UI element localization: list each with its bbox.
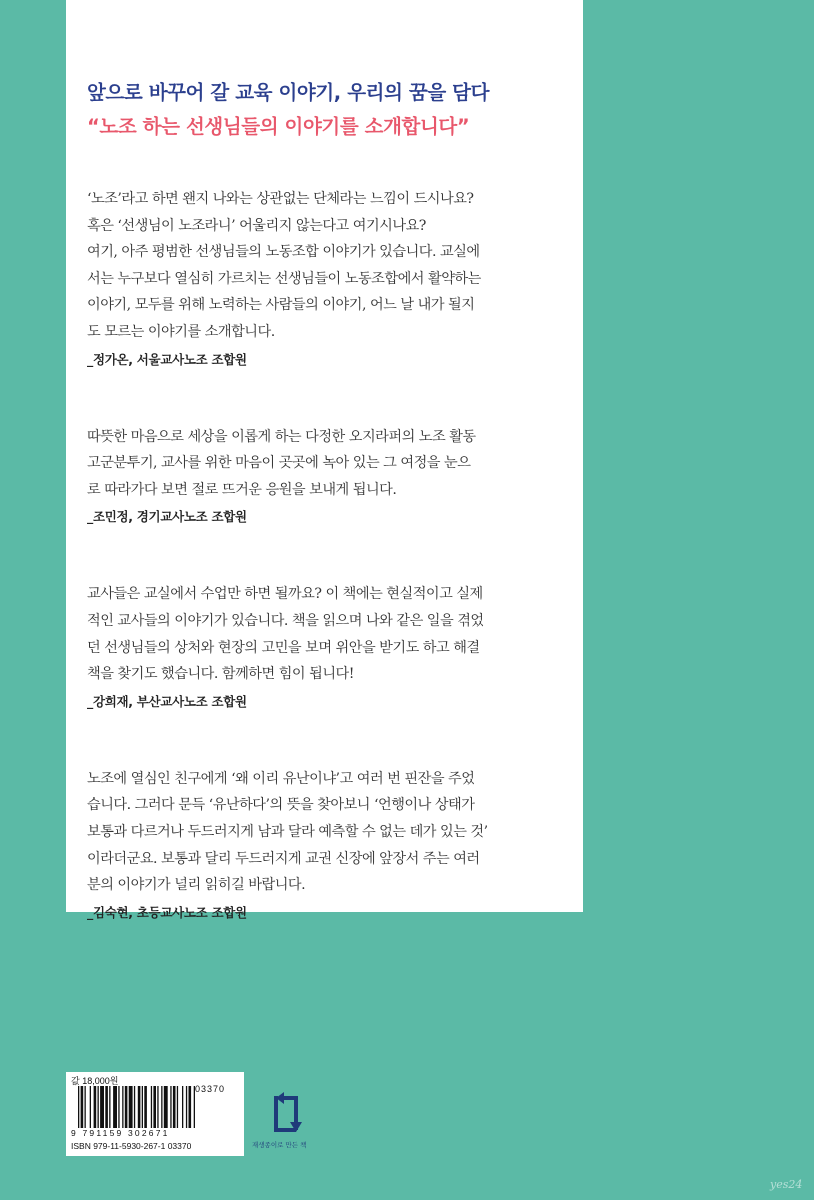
endorsement-3 [87,581,573,715]
yes24-watermark: yes24 [770,1178,803,1191]
endorsement-line: 이라더군요. 보통과 달리 두드러지게 교권 신장에 앞장서 주는 여러 [87,850,480,867]
headline [87,76,577,144]
endorsement-line: 교사들은 교실에서 수업만 하면 될까요? 이 책에는 현실적이고 실제 [87,586,483,603]
barcode-addon-code: 03370 [195,1084,226,1094]
endorsement-author: _강희재, 부산교사노조 조합원 [87,693,247,709]
endorsement-line: 던 선생님들의 상처와 현장의 고민을 보며 위안을 받기도 하고 해결 [87,639,480,656]
endorsement-line: 적인 교사들의 이야기가 있습니다. 책을 읽으며 나와 같은 일을 겪었 [87,612,484,629]
endorsement-line: 고군분투기, 교사를 위한 마음이 곳곳에 녹아 있는 그 여정을 눈으 [87,455,471,472]
recycle-caption: 재생종이로 만든 책 [252,1141,307,1149]
endorsement-line: 습니다. 그러다 문득 ‘유난하다’의 뜻을 찾아보니 ‘언행이나 상태가 [87,797,475,814]
endorsement-author: _김숙현, 초등교사노조 조합원 [87,904,247,920]
endorsement-1 [87,186,573,374]
endorsement-line: 혹은 ‘선생님이 노조라니’ 어울리지 않는다고 여기시나요? [87,217,426,234]
endorsement-line: 여기, 아주 평범한 선생님들의 노동조합 이야기가 있습니다. 교실에 [87,244,480,261]
endorsement-2 [87,424,573,532]
back-cover-text-panel [66,0,583,920]
headline-line-2: “노조 하는 선생님들의 이야기를 소개합니다” [87,115,470,138]
recycle-arrows-icon [266,1090,306,1138]
endorsement-line: 도 모르는 이야기를 소개합니다. [87,323,275,340]
headline-line-1: 앞으로 바꾸어 갈 교육 이야기, 우리의 꿈을 담다 [87,81,490,104]
endorsement-line: 책을 찾기도 했습니다. 함께하면 힘이 됩니다! [87,666,354,683]
ean-digits: 9 791159 302671 [71,1128,170,1138]
price-label: 값 18,000원 [71,1076,119,1086]
endorsement-line: 분의 이야기가 널리 읽히길 바랍니다. [87,877,306,894]
endorsement-author: _정가온, 서울교사노조 조합원 [87,351,247,367]
endorsement-author: _조민정, 경기교사노조 조합원 [87,509,247,525]
endorsement-line: 보통과 다르거나 두드러지게 남과 달라 예측할 수 없는 데가 있는 것’ [87,823,488,840]
endorsement-line: 따뜻한 마음으로 세상을 이롭게 하는 다정한 오지라퍼의 노조 활동 [87,428,476,445]
endorsement-4 [87,766,573,927]
barcode-bars [78,1086,240,1128]
endorsement-line: 서는 누구보다 열심히 가르치는 선생님들이 노동조합에서 활약하는 [87,270,481,287]
isbn-number: ISBN 979-11-5930-267-1 03370 [71,1141,192,1151]
isbn-barcode-block [66,1072,244,1156]
endorsements [87,186,573,977]
endorsement-line: 노조에 열심인 친구에게 ‘왜 이리 유난이냐’고 여러 번 핀잔을 주었 [87,770,475,787]
endorsement-line: ‘노조’라고 하면 왠지 나와는 상관없는 단체라는 느낌이 드시나요? [87,191,474,207]
endorsement-line: 로 따라가다 보면 절로 뜨거운 응원을 보내게 됩니다. [87,481,397,498]
endorsement-line: 이야기, 모두를 위해 노력하는 사람들의 이야기, 어느 날 내가 될지 [87,297,475,314]
